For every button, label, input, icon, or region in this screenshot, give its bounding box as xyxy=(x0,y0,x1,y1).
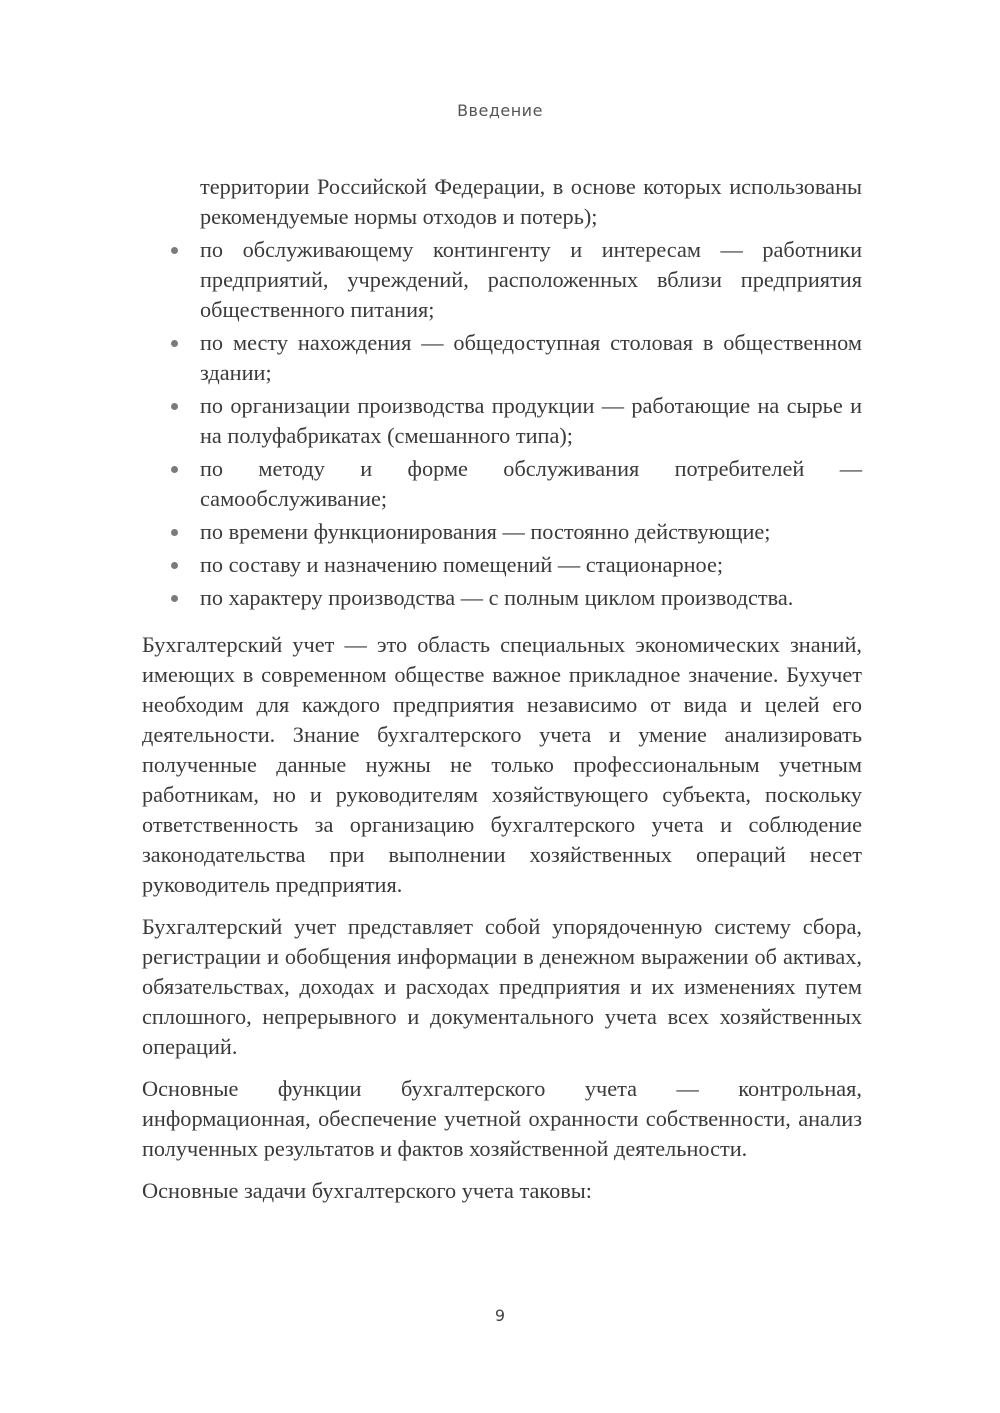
page-body xyxy=(142,172,862,1206)
list-item xyxy=(142,517,862,547)
list-item-text: по обслуживающему контингенту и интересам — работники предприятий, учреждений, расположенных вблизи предприятия общественного питания; xyxy=(200,237,862,322)
paragraph-accounting-system: Бухгалтерский учет представляет собой упорядоченную систему сбора, регистрации и обобщения информации в денежном выражении об активах, обязательствах, доходах и расходах предприятия и их изменениях путем сплошного, непрерывного и документального учета всех хозяйственных операций. xyxy=(142,914,862,1059)
list-item-text: по составу и назначению помещений — стационарное; xyxy=(200,552,724,577)
list-item-text: по времени функционирования — постоянно действующие; xyxy=(200,519,771,544)
running-head: Введение xyxy=(457,101,543,120)
page-number: 9 xyxy=(494,1306,506,1325)
list-item xyxy=(142,454,862,514)
paragraph-accounting-tasks: Основные задачи бухгалтерского учета таковы: xyxy=(142,1178,592,1203)
bullet-icon xyxy=(171,247,178,254)
list-item-continuation: территории Российской Федерации, в основе которых использованы рекомендуемые нормы отходов и потерь); xyxy=(200,174,862,229)
list-item-text: по месту нахождения — общедоступная столовая в общественном здании; xyxy=(200,330,862,385)
list-item xyxy=(142,583,862,613)
list-item xyxy=(142,391,862,451)
list-item-text: по характеру производства — с полным циклом производства. xyxy=(200,585,794,610)
bullet-icon xyxy=(171,340,178,347)
bullet-icon xyxy=(171,403,178,410)
list-item-text: по организации производства продукции — работающие на сырье и на полуфабрикатах (смешанного типа); xyxy=(200,393,862,448)
list-item-text: по методу и форме обслуживания потребителей — самообслуживание; xyxy=(200,456,862,511)
bullet-icon xyxy=(171,529,178,536)
list-item xyxy=(142,235,862,325)
list-item xyxy=(142,328,862,388)
bullet-icon xyxy=(171,595,178,602)
bullet-icon xyxy=(171,562,178,569)
list-item xyxy=(142,550,862,580)
paragraph-accounting-definition: Бухгалтерский учет — это область специальных экономических знаний, имеющих в современном обществе важное прикладное значение. Бухучет необходим для каждого предприятия независимо от вида и целей его деятельности. Знание бухгалтерского учета и умение анализировать полученные данные нужны не только профессиональным учетным работникам, но и руководителям хозяйствующего субъекта, поскольку ответственность за организацию бухгалтерского учета и соблюдение законодательства при выполнении хозяйственных операций несет руководитель предприятия. xyxy=(142,632,862,897)
bullet-list xyxy=(142,235,862,613)
bullet-icon xyxy=(171,466,178,473)
paragraph-accounting-functions: Основные функции бухгалтерского учета — контрольная, информационная, обеспечение учетной охранности собственности, анализ полученных результатов и фактов хозяйственной деятельности. xyxy=(142,1076,862,1161)
